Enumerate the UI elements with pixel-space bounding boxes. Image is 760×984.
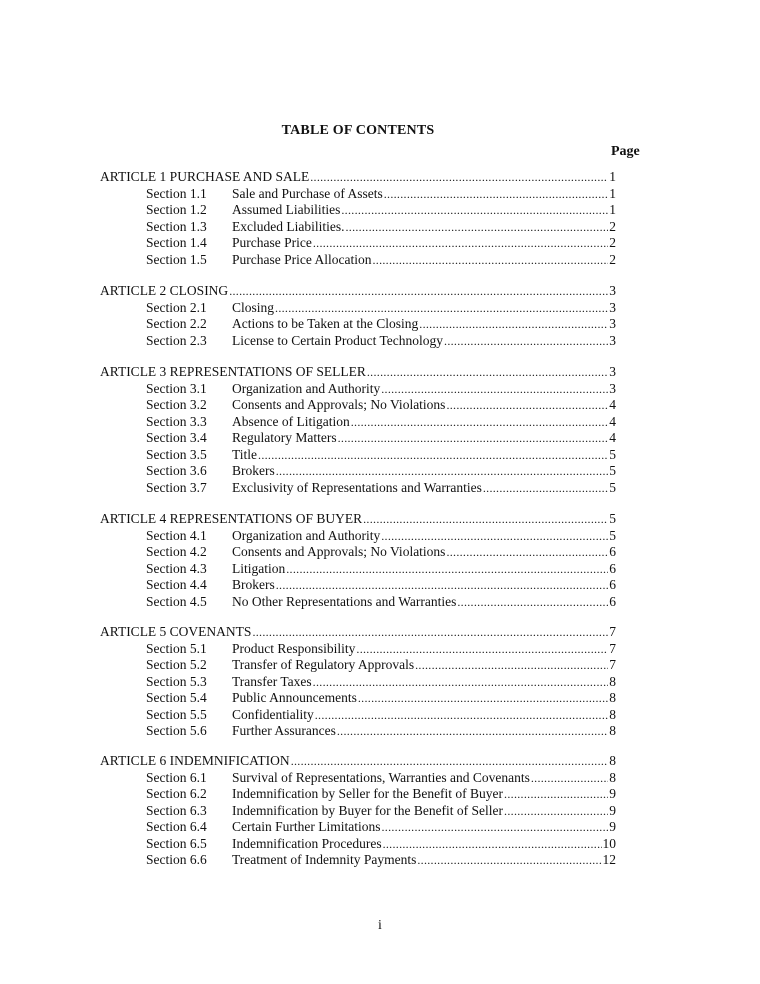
page-column-header: Page (611, 144, 640, 159)
leader-dots (381, 528, 608, 545)
leader-dots (337, 723, 608, 740)
leader-dots (417, 852, 601, 869)
page-ref: 4 (609, 430, 616, 445)
toc-section-row[interactable] (100, 819, 616, 836)
section-title: Survival of Representations, Warranties and Covenants (232, 769, 530, 785)
toc-section-row[interactable] (100, 463, 616, 480)
section-title: Assumed Liabilities (232, 202, 341, 217)
leader-dots (276, 577, 609, 594)
toc-section-row[interactable] (100, 561, 616, 578)
section-number: Section 3.6 (146, 463, 207, 478)
toc-section-row[interactable] (100, 397, 616, 414)
article-3 (100, 364, 616, 496)
page-ref: 1 (609, 202, 616, 217)
toc-section-row[interactable] (100, 480, 616, 497)
section-title: License to Certain Product Technology (232, 332, 444, 348)
page-ref: 8 (609, 723, 616, 738)
section-title: Excluded Liabilities. (232, 218, 345, 234)
page-ref: 6 (609, 560, 616, 576)
article-6 (100, 753, 616, 869)
page-ref: 4 (609, 397, 616, 412)
page-ref: 9 (609, 819, 616, 834)
toc-section-row[interactable] (100, 333, 616, 350)
leader-dots (372, 252, 608, 269)
page-ref: 5 (609, 511, 616, 526)
leader-dots (341, 202, 608, 219)
page-ref: 2 (609, 218, 616, 234)
toc-section-row[interactable] (100, 723, 616, 740)
page-ref: 8 (609, 753, 616, 768)
section-number: Section 4.2 (146, 544, 207, 559)
toc-section-row[interactable] (100, 316, 616, 333)
article-title: ARTICLE 5 COVENANTS (100, 624, 252, 639)
article-title: ARTICLE 2 CLOSING (100, 283, 229, 298)
section-number: Section 5.1 (146, 640, 207, 656)
section-number: Section 4.1 (146, 527, 207, 543)
toc-section-row[interactable] (100, 770, 616, 787)
section-number: Section 3.5 (146, 446, 207, 462)
section-title: Actions to be Taken at the Closing (232, 316, 419, 331)
article-5 (100, 624, 616, 740)
section-number: Section 5.4 (146, 690, 207, 705)
page-ref: 2 (609, 235, 616, 250)
toc-section-row[interactable] (100, 235, 616, 252)
section-number: Section 1.5 (146, 251, 207, 267)
section-number: Section 1.4 (146, 235, 207, 250)
section-title: Absence of Litigation (232, 413, 350, 429)
article-title: ARTICLE 4 REPRESENTATIONS OF BUYER (100, 511, 363, 526)
leader-dots (419, 316, 608, 333)
leader-dots (315, 707, 609, 724)
leader-dots (446, 544, 608, 561)
section-title: Indemnification Procedures (232, 835, 382, 851)
section-title: Consents and Approvals; No Violations (232, 397, 446, 412)
toc-section-row[interactable] (100, 300, 616, 317)
section-title: Product Responsibility (232, 640, 356, 656)
section-title: Closing (232, 299, 275, 315)
toc-section-row[interactable] (100, 202, 616, 219)
section-number: Section 1.1 (146, 185, 207, 201)
page-ref: 1 (609, 185, 616, 201)
page-ref: 8 (609, 769, 616, 785)
page-ref: 6 (609, 577, 616, 592)
section-title: Brokers (232, 577, 275, 592)
leader-dots (384, 186, 609, 203)
section-number: Section 6.1 (146, 769, 207, 785)
section-title: Consents and Approvals; No Violations (232, 544, 446, 559)
leader-dots (310, 169, 608, 186)
article-heading[interactable] (100, 753, 616, 770)
section-title: Purchase Price (232, 235, 312, 250)
section-title: Brokers (232, 463, 275, 478)
leader-dots (444, 333, 608, 350)
section-number: Section 3.3 (146, 413, 207, 429)
toc-section-row[interactable] (100, 657, 616, 674)
section-number: Section 4.3 (146, 560, 207, 576)
toc-section-row[interactable] (100, 381, 616, 398)
toc-section-row[interactable] (100, 414, 616, 431)
leader-dots (363, 511, 608, 528)
toc-title: TABLE OF CONTENTS (281, 123, 435, 138)
toc-section-row[interactable] (100, 252, 616, 269)
leader-dots (351, 414, 609, 431)
leader-dots (338, 430, 609, 447)
page-ref: 7 (609, 657, 616, 672)
section-title: Indemnification by Buyer for the Benefit of Seller (232, 802, 504, 818)
leader-dots (381, 381, 608, 398)
toc-section-row[interactable] (100, 577, 616, 594)
section-number: Section 5.2 (146, 657, 207, 672)
article-title: ARTICLE 1 PURCHASE AND SALE (100, 169, 310, 184)
leader-dots (383, 836, 602, 853)
leader-dots (313, 235, 608, 252)
article-heading[interactable] (100, 364, 616, 381)
article-heading[interactable] (100, 624, 616, 641)
article-title: ARTICLE 3 REPRESENTATIONS OF SELLER (100, 364, 366, 379)
leader-dots (415, 657, 608, 674)
leader-dots (483, 480, 608, 497)
section-number: Section 6.5 (146, 835, 207, 851)
leader-dots (276, 463, 609, 480)
toc-section-row[interactable] (100, 186, 616, 203)
leader-dots (504, 786, 608, 803)
page-ref: 3 (609, 283, 616, 298)
page-ref: 7 (609, 640, 616, 656)
section-title: Certain Further Limitations (232, 819, 381, 834)
toc-section-row[interactable] (100, 674, 616, 691)
article-heading[interactable] (100, 511, 616, 528)
leader-dots (367, 364, 608, 381)
section-number: Section 4.5 (146, 593, 207, 609)
section-title: Purchase Price Allocation (232, 251, 372, 267)
toc-section-row[interactable] (100, 528, 616, 545)
page-ref: 8 (609, 706, 616, 722)
toc-section-row[interactable] (100, 803, 616, 820)
section-title: Sale and Purchase of Assets (232, 185, 383, 201)
toc-section-row[interactable] (100, 852, 616, 869)
page-ref: 7 (609, 624, 616, 639)
section-title: Organization and Authority (232, 527, 381, 543)
section-title: Further Assurances (232, 723, 336, 738)
leader-dots (286, 561, 608, 578)
section-title: Title (232, 446, 258, 462)
article-1 (100, 169, 616, 268)
section-number: Section 2.3 (146, 332, 207, 348)
toc-section-row[interactable] (100, 447, 616, 464)
page-ref: 9 (609, 802, 616, 818)
section-number: Section 6.2 (146, 786, 207, 801)
section-number: Section 5.6 (146, 723, 207, 738)
page-ref: 5 (609, 479, 616, 495)
page-ref: 3 (609, 380, 616, 396)
section-number: Section 5.5 (146, 706, 207, 722)
section-number: Section 6.4 (146, 819, 207, 834)
article-4 (100, 511, 616, 610)
toc-section-row[interactable] (100, 594, 616, 611)
page-ref: 9 (609, 786, 616, 801)
page-ref: 5 (609, 527, 616, 543)
section-title: Litigation (232, 560, 286, 576)
page-ref: 10 (602, 835, 616, 851)
leader-dots (358, 690, 608, 707)
section-number: Section 3.2 (146, 397, 207, 412)
section-number: Section 2.2 (146, 316, 207, 331)
section-title: Organization and Authority (232, 380, 381, 396)
article-title: ARTICLE 6 INDEMNIFICATION (100, 753, 290, 768)
page-ref: 8 (609, 690, 616, 705)
leader-dots (446, 397, 608, 414)
leader-dots (313, 674, 609, 691)
page-ref: 3 (609, 332, 616, 348)
section-title: Transfer Taxes (232, 673, 312, 689)
section-number: Section 3.1 (146, 380, 207, 396)
page-ref: 2 (609, 251, 616, 267)
section-title: Exclusivity of Representations and Warranties (232, 479, 482, 495)
section-title: No Other Representations and Warranties (232, 593, 457, 609)
leader-dots (291, 753, 609, 770)
leader-dots (531, 770, 608, 787)
page-ref: 12 (602, 852, 616, 867)
page-ref: 8 (609, 673, 616, 689)
section-number: Section 2.1 (146, 299, 207, 315)
toc-section-row[interactable] (100, 641, 616, 658)
section-number: Section 3.7 (146, 479, 207, 495)
leader-dots (252, 624, 608, 641)
section-title: Confidentiality (232, 706, 314, 722)
section-title: Treatment of Indemnity Payments (232, 852, 417, 867)
page-ref: 5 (609, 463, 616, 478)
leader-dots (275, 300, 608, 317)
leader-dots (381, 819, 608, 836)
toc-section-row[interactable] (100, 544, 616, 561)
toc-section-row[interactable] (100, 707, 616, 724)
page-number: i (378, 918, 382, 933)
toc-section-row[interactable] (100, 219, 616, 236)
toc-section-row[interactable] (100, 786, 616, 803)
article-heading[interactable] (100, 169, 616, 186)
section-number: Section 5.3 (146, 673, 207, 689)
toc-section-row[interactable] (100, 836, 616, 853)
leader-dots (229, 283, 608, 300)
toc-section-row[interactable] (100, 430, 616, 447)
section-title: Indemnification by Seller for the Benefit of Buyer (232, 786, 504, 801)
section-number: Section 4.4 (146, 577, 207, 592)
page-ref: 3 (609, 364, 616, 379)
section-number: Section 3.4 (146, 430, 207, 445)
article-heading[interactable] (100, 283, 616, 300)
page-ref: 4 (609, 413, 616, 429)
section-title: Regulatory Matters (232, 430, 337, 445)
page-ref: 3 (609, 299, 616, 315)
article-2 (100, 283, 616, 349)
section-title: Public Announcements (232, 690, 357, 705)
leader-dots (345, 219, 608, 236)
toc-section-row[interactable] (100, 690, 616, 707)
page-ref: 3 (609, 316, 616, 331)
page-ref: 6 (609, 593, 616, 609)
leader-dots (356, 641, 608, 658)
page-ref: 5 (609, 446, 616, 462)
page-ref: 6 (609, 544, 616, 559)
leader-dots (258, 447, 608, 464)
section-number: Section 1.2 (146, 202, 207, 217)
section-number: Section 1.3 (146, 218, 207, 234)
section-number: Section 6.6 (146, 852, 207, 867)
page-ref: 1 (609, 169, 616, 184)
leader-dots (504, 803, 608, 820)
leader-dots (457, 594, 608, 611)
section-number: Section 6.3 (146, 802, 207, 818)
section-title: Transfer of Regulatory Approvals (232, 657, 415, 672)
